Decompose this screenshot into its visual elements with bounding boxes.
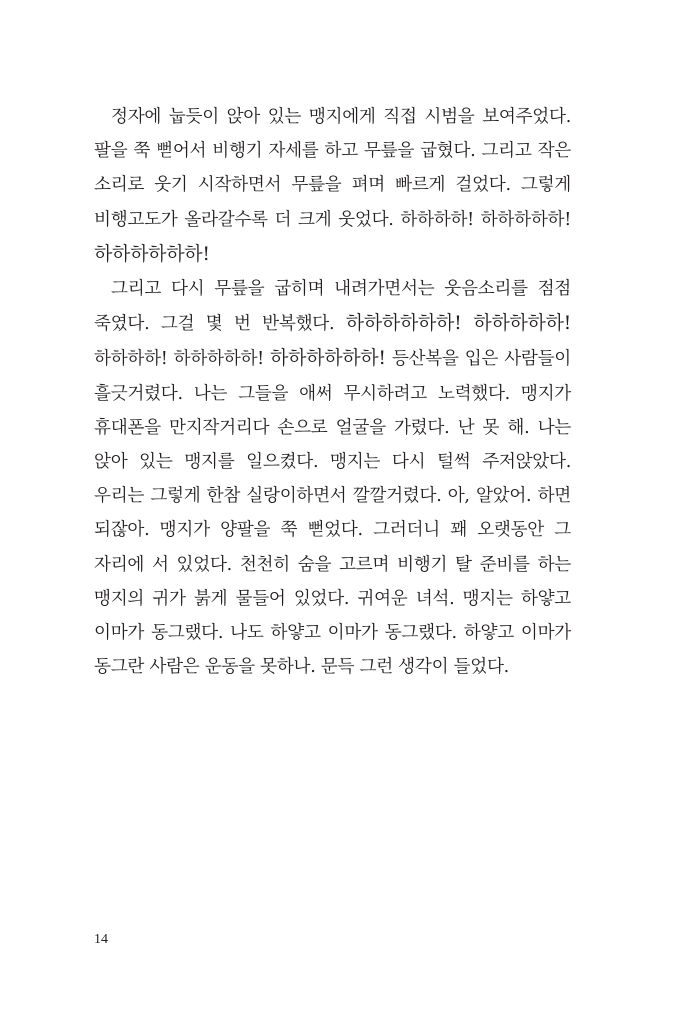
laugh-text-segment: 하하하하하하! bbox=[94, 242, 210, 265]
text-segment: 그리고 다시 무릎을 굽히며 내려가면서는 웃음소리를 점점 죽였다. 그걸 몇 번 반복했다. bbox=[94, 279, 571, 335]
text-segment: 정자에 눕듯이 앉아 있는 맹지에게 직접 시범을 보여주었다. 팔을 쭉 뻗어서 비행기 자세를 하고 무릎을 굽혔다. 그리고 작은 소리로 웃기 시작하면서 무릎을 펴며 빠르게 걸었다. 그렇게 비행고도가 올라갈수록 더 크게 웃었다. bbox=[94, 107, 571, 230]
page-body bbox=[94, 100, 571, 684]
text-segment: 하하하하! 하하하하하! bbox=[400, 209, 571, 230]
paragraph-2 bbox=[94, 272, 571, 684]
page-number: 14 bbox=[94, 932, 108, 947]
laugh-text-segment: 하하하하하하! bbox=[270, 347, 386, 370]
text-segment: 등산복을 입은 사람들이 흘긋거렸다. 나는 그들을 애써 무시하려고 노력했다. 맹지가 휴대폰을 만지작거리다 손으로 얼굴을 가렸다. 난 못 해. 나는 앉아 있는 맹지를 일으켰다. 맹지는 다시 털썩 주저앉았다. 우리는 그렇게 한참 실랑이하면서 깔깔거렸다. 아, 알았어. 하면 되잖아. 맹지가 양팔을 쭉 뻗었다. 그러더니 꽤 오랫동안 그 자리에 서 있었다. 천천히 숨을 고르며 비행기 탈 준비를 하는 맹지의 귀가 붉게 물들어 있었다. 귀여운 녀석. 맹지는 하얗고 이마가 동그랬다. 나도 하얗고 이마가 동그랬다. 하얗고 이마가 동그란 사람은 운동을 못하나. 문득 그런 생각이 들었다. bbox=[94, 349, 571, 678]
paragraph-1 bbox=[94, 100, 571, 272]
text-segment: 하하하하! 하하하하하! bbox=[94, 349, 271, 370]
laugh-text-segment: 하하하하하하! 하하하하하! bbox=[345, 312, 571, 335]
